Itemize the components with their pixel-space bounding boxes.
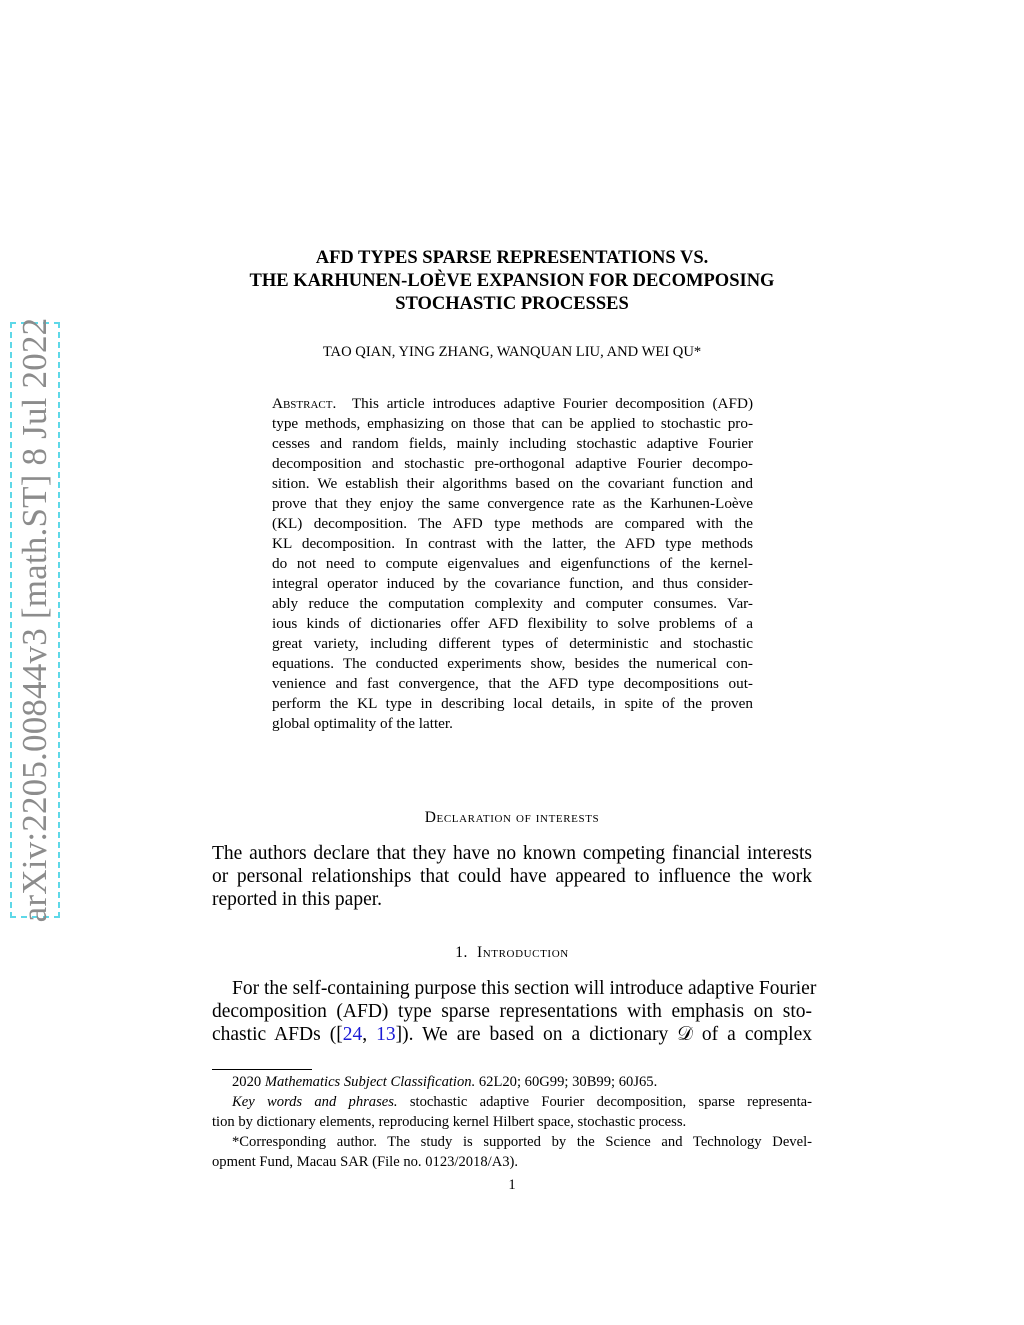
introduction-heading	[160, 944, 864, 962]
arxiv-stamp	[10, 317, 60, 923]
declaration-heading: Declaration of interests	[424, 809, 600, 826]
citation-link-13[interactable]: 13	[376, 1024, 396, 1045]
abstract-line: Abstract. This article introduces adaptive Fourier decomposition (AFD)	[272, 395, 753, 412]
arxiv-identifier: arXiv:2205.00844v3 [math.ST] 8 Jul 2022	[15, 317, 54, 923]
dictionary-symbol: 𝒟	[677, 1024, 693, 1045]
section-title: Introduction	[476, 944, 569, 961]
abstract-label: Abstract.	[272, 395, 337, 412]
abstract-line: decomposition and stochastic pre-orthogonal adaptive Fourier decompo-	[272, 455, 753, 472]
footnote-msc: 2020 Mathematics Subject Classification. 62L20; 60G99; 30B99; 60J65.	[232, 1074, 658, 1090]
abstract-line: type methods, emphasizing on those that can be applied to stochastic pro-	[272, 415, 753, 432]
intro-line: chastic AFDs ([24, 13]). We are based on a dictionary 𝒟 of a complex	[212, 1024, 813, 1045]
author-list: TAO QIAN, YING ZHANG, WANQUAN LIU, AND WEI QU*	[322, 344, 702, 360]
citation-link-24[interactable]: 24	[342, 1024, 363, 1045]
abstract-line: cesses and random fields, mainly including stochastic adaptive Fourier	[272, 435, 753, 452]
page-number: 1	[508, 1177, 516, 1193]
title-line-1: AFD TYPES SPARSE REPRESENTATIONS VS.	[315, 248, 709, 268]
footnote-corresponding: *Corresponding author. The study is supported by the Science and Technology Devel-	[232, 1134, 812, 1150]
intro-line: For the self-containing purpose this section will introduce adaptive Fourier	[232, 978, 817, 999]
abstract-line: equations. The conducted experiments show, besides the numerical con-	[272, 655, 753, 672]
abstract-line: perform the KL type in describing local details, in spite of the proven	[272, 695, 753, 712]
intro-line: decomposition (AFD) type sparse representations with emphasis on sto-	[212, 1001, 812, 1022]
abstract-line: KL decomposition. In contrast with the latter, the AFD type methods	[272, 535, 753, 552]
declaration-line: The authors declare that they have no known competing financial interests	[212, 843, 812, 864]
title-line-3: STOCHASTIC PROCESSES	[395, 294, 629, 314]
abstract-line: venience and fast convergence, that the AFD type decompositions out-	[272, 675, 753, 692]
abstract-line: do not need to compute eigenvalues and eigenfunctions of the kernel-	[272, 555, 753, 572]
footnote-keywords: Key words and phrases. stochastic adaptive Fourier decomposition, sparse representa-	[232, 1094, 812, 1110]
declaration-line: reported in this paper.	[212, 889, 383, 910]
abstract-line: great variety, including different types of deterministic and stochastic	[272, 635, 753, 652]
section-number: 1.	[455, 944, 469, 961]
footnote-keywords-cont: tion by dictionary elements, reproducing kernel Hilbert space, stochastic process.	[212, 1114, 687, 1130]
title-line-2: THE KARHUNEN-LOÈVE EXPANSION FOR DECOMPOSING	[249, 271, 775, 291]
abstract-line: global optimality of the latter.	[272, 715, 453, 732]
abstract-line: integral operator induced by the covariance function, and thus consider-	[272, 575, 753, 592]
abstract-line: (KL) decomposition. The AFD type methods are compared with the	[272, 515, 753, 532]
abstract-line: sition. We establish their algorithms based on the covariant function and	[272, 475, 753, 492]
footnote-rule	[212, 1069, 312, 1070]
declaration-line: or personal relationships that could have appeared to influence the work	[212, 866, 812, 887]
abstract-line: ious kinds of dictionaries offer AFD flexibility to solve problems of a	[272, 615, 753, 632]
abstract-line: prove that they enjoy the same convergence rate as the Karhunen-Loève	[272, 495, 753, 512]
footnote-corresponding-cont: opment Fund, Macau SAR (File no. 0123/2018/A3).	[212, 1154, 519, 1170]
abstract-line: ably reduce the computation complexity and computer consumes. Var-	[272, 595, 753, 612]
